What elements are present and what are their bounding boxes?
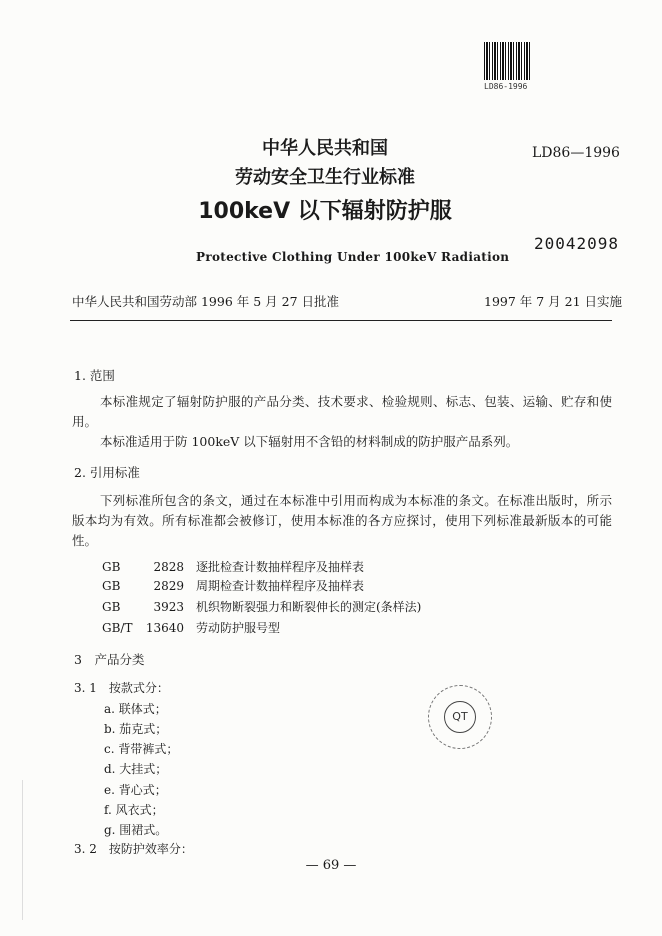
reference-number: 13640 [145,621,184,635]
style-item: f. 风衣式； [104,803,164,817]
reference-title: 机织物断裂强力和断裂伸长的测定(条样法) [196,600,422,614]
reference-number: 2828 [153,560,184,574]
inspection-stamp [428,685,492,749]
reference-code: GB [102,579,121,593]
english-title: Protective Clothing Under 100keV Radiation [196,250,510,264]
reference-row [102,558,364,575]
reference-code: GB/T [102,621,133,635]
section-1-heading: 1. 范围 [74,368,115,383]
section-1-paragraph-2: 本标准适用于防 100keV 以下辐射用不含铅的材料制成的防护服产品系列。 [100,434,519,449]
section-2-heading: 2. 引用标准 [74,465,140,480]
page-number: — 69 — [305,858,357,873]
section-3-heading: 3 产品分类 [74,652,145,667]
section-2-paragraph: 下列标准所包含的条文，通过在本标准中引用而构成为本标准的条文。在标准出版时，所示版本均为有效。所有标准都会被修订，使用本标准的各方应探讨，使用下列标准最新版本的可能性。 [72,493,612,548]
serial-number: 20042098 [534,234,620,253]
style-item: g. 围裙式。 [104,823,168,837]
approval-date: 中华人民共和国劳动部 1996 年 5 月 27 日批准 [72,294,340,309]
reference-number: 2829 [153,579,184,593]
stamp-mark: QT [444,701,476,733]
reference-row [102,577,364,594]
subsection-3-1: 3. 1 按款式分： [74,681,169,695]
reference-title: 逐批检查计数抽样程序及抽样表 [196,560,365,574]
standard-code: LD86—1996 [532,145,620,161]
reference-code: GB [102,560,121,574]
barcode-label: LD86-1996 [484,82,528,91]
subsection-3-2: 3. 2 按防护效率分： [74,842,193,856]
style-item: b. 茄克式； [104,722,168,736]
section-1-paragraph-1: 本标准规定了辐射防护服的产品分类、技术要求、检验规则、标志、包装、运输、贮存和使用。 [72,394,612,429]
reference-number: 3923 [153,600,184,614]
reference-code: GB [102,600,121,614]
style-item: d. 大挂式； [104,762,168,776]
effective-date: 1997 年 7 月 21 日实施 [484,294,623,309]
reference-title: 劳动防护服号型 [196,621,281,635]
header-country: 中华人民共和国 [262,138,388,159]
header-divider [70,320,612,321]
reference-title: 周期检查计数抽样程序及抽样表 [196,579,365,593]
style-item: c. 背带裤式； [104,742,179,756]
document-title: 100keV 以下辐射防护服 [198,199,452,224]
header-category: 劳动安全卫生行业标准 [235,167,415,188]
scan-edge-line [22,780,23,920]
reference-row [102,619,280,636]
style-item: a. 联体式； [104,702,167,716]
reference-row [102,598,421,615]
style-item: e. 背心式； [104,783,167,797]
barcode [484,42,530,80]
